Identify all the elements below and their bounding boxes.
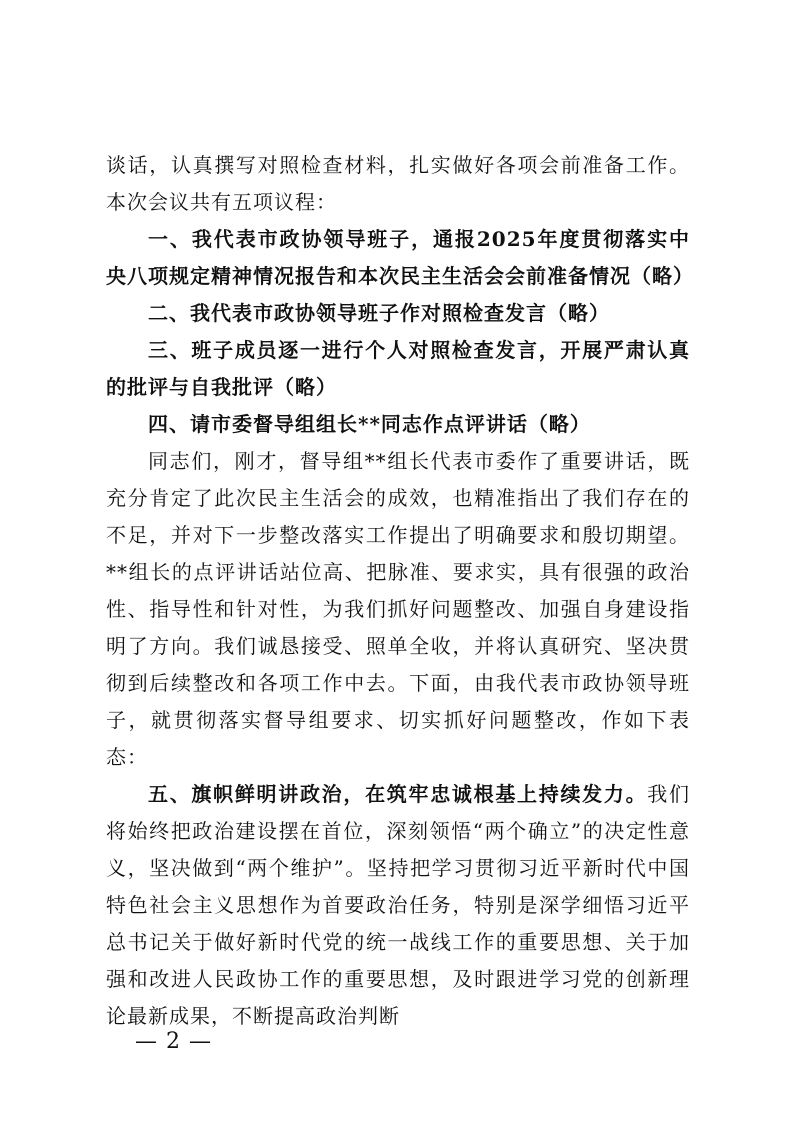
agenda-item-5-body: 我们将始终把政治建设摆在首位，深刻领悟“两个确立”的决定性意义，坚决做到“两个维护”。坚持把学习贯彻习近平新时代中国特色社会主义思想作为首要政治任务，特别是深学细悟习近平总书记关于做好新时代党的统一战线工作的重要思想、关于加强和改进人民政协工作的重要思想，及时跟进学习党的创新理论最新成果，不断提高政治判断 [106,782,691,1028]
paragraph-continuation: 谈话，认真撰写对照检查材料，扎实做好各项会前准备工作。本次会议共有五项议程： [106,153,690,214]
page-number: — 2 — [135,1029,212,1054]
document-body [106,147,694,1035]
agenda-item-1: 一、我代表市政协领导班子，通报2025年度贯彻落实中央八项规定精神情况报告和本次民主生活会会前准备情况（略） [106,227,694,288]
response-paragraph: 同志们，刚才，督导组**组长代表市委作了重要讲话，既充分肯定了此次民主生活会的成效，也精准指出了我们存在的不足，并对下一步整改落实工作提出了明确要求和殷切期望。**组长的点评讲话站位高、把脉准、要求实，具有很强的政治性、指导性和针对性，为我们抓好问题整改、加强自身建设指明了方向。我们诚恳接受、照单全收，并将认真研究、坚决贯彻到后续整改和各项工作中去。下面，由我代表市政协领导班子，就贯彻落实督导组要求、切实抓好问题整改，作如下表态： [106,449,690,769]
agenda-item-3: 三、班子成员逐一进行个人对照检查发言，开展严肃认真的批评与自我批评（略） [106,338,690,399]
agenda-item-2: 二、我代表市政协领导班子作对照检查发言（略） [148,301,610,325]
agenda-item-5-heading: 五、旗帜鲜明讲政治，在筑牢忠诚根基上持续发力。 [148,782,648,806]
agenda-item-5 [106,776,690,1035]
agenda-item-4: 四、请市委督导组组长**同志作点评讲话（略） [148,412,591,436]
